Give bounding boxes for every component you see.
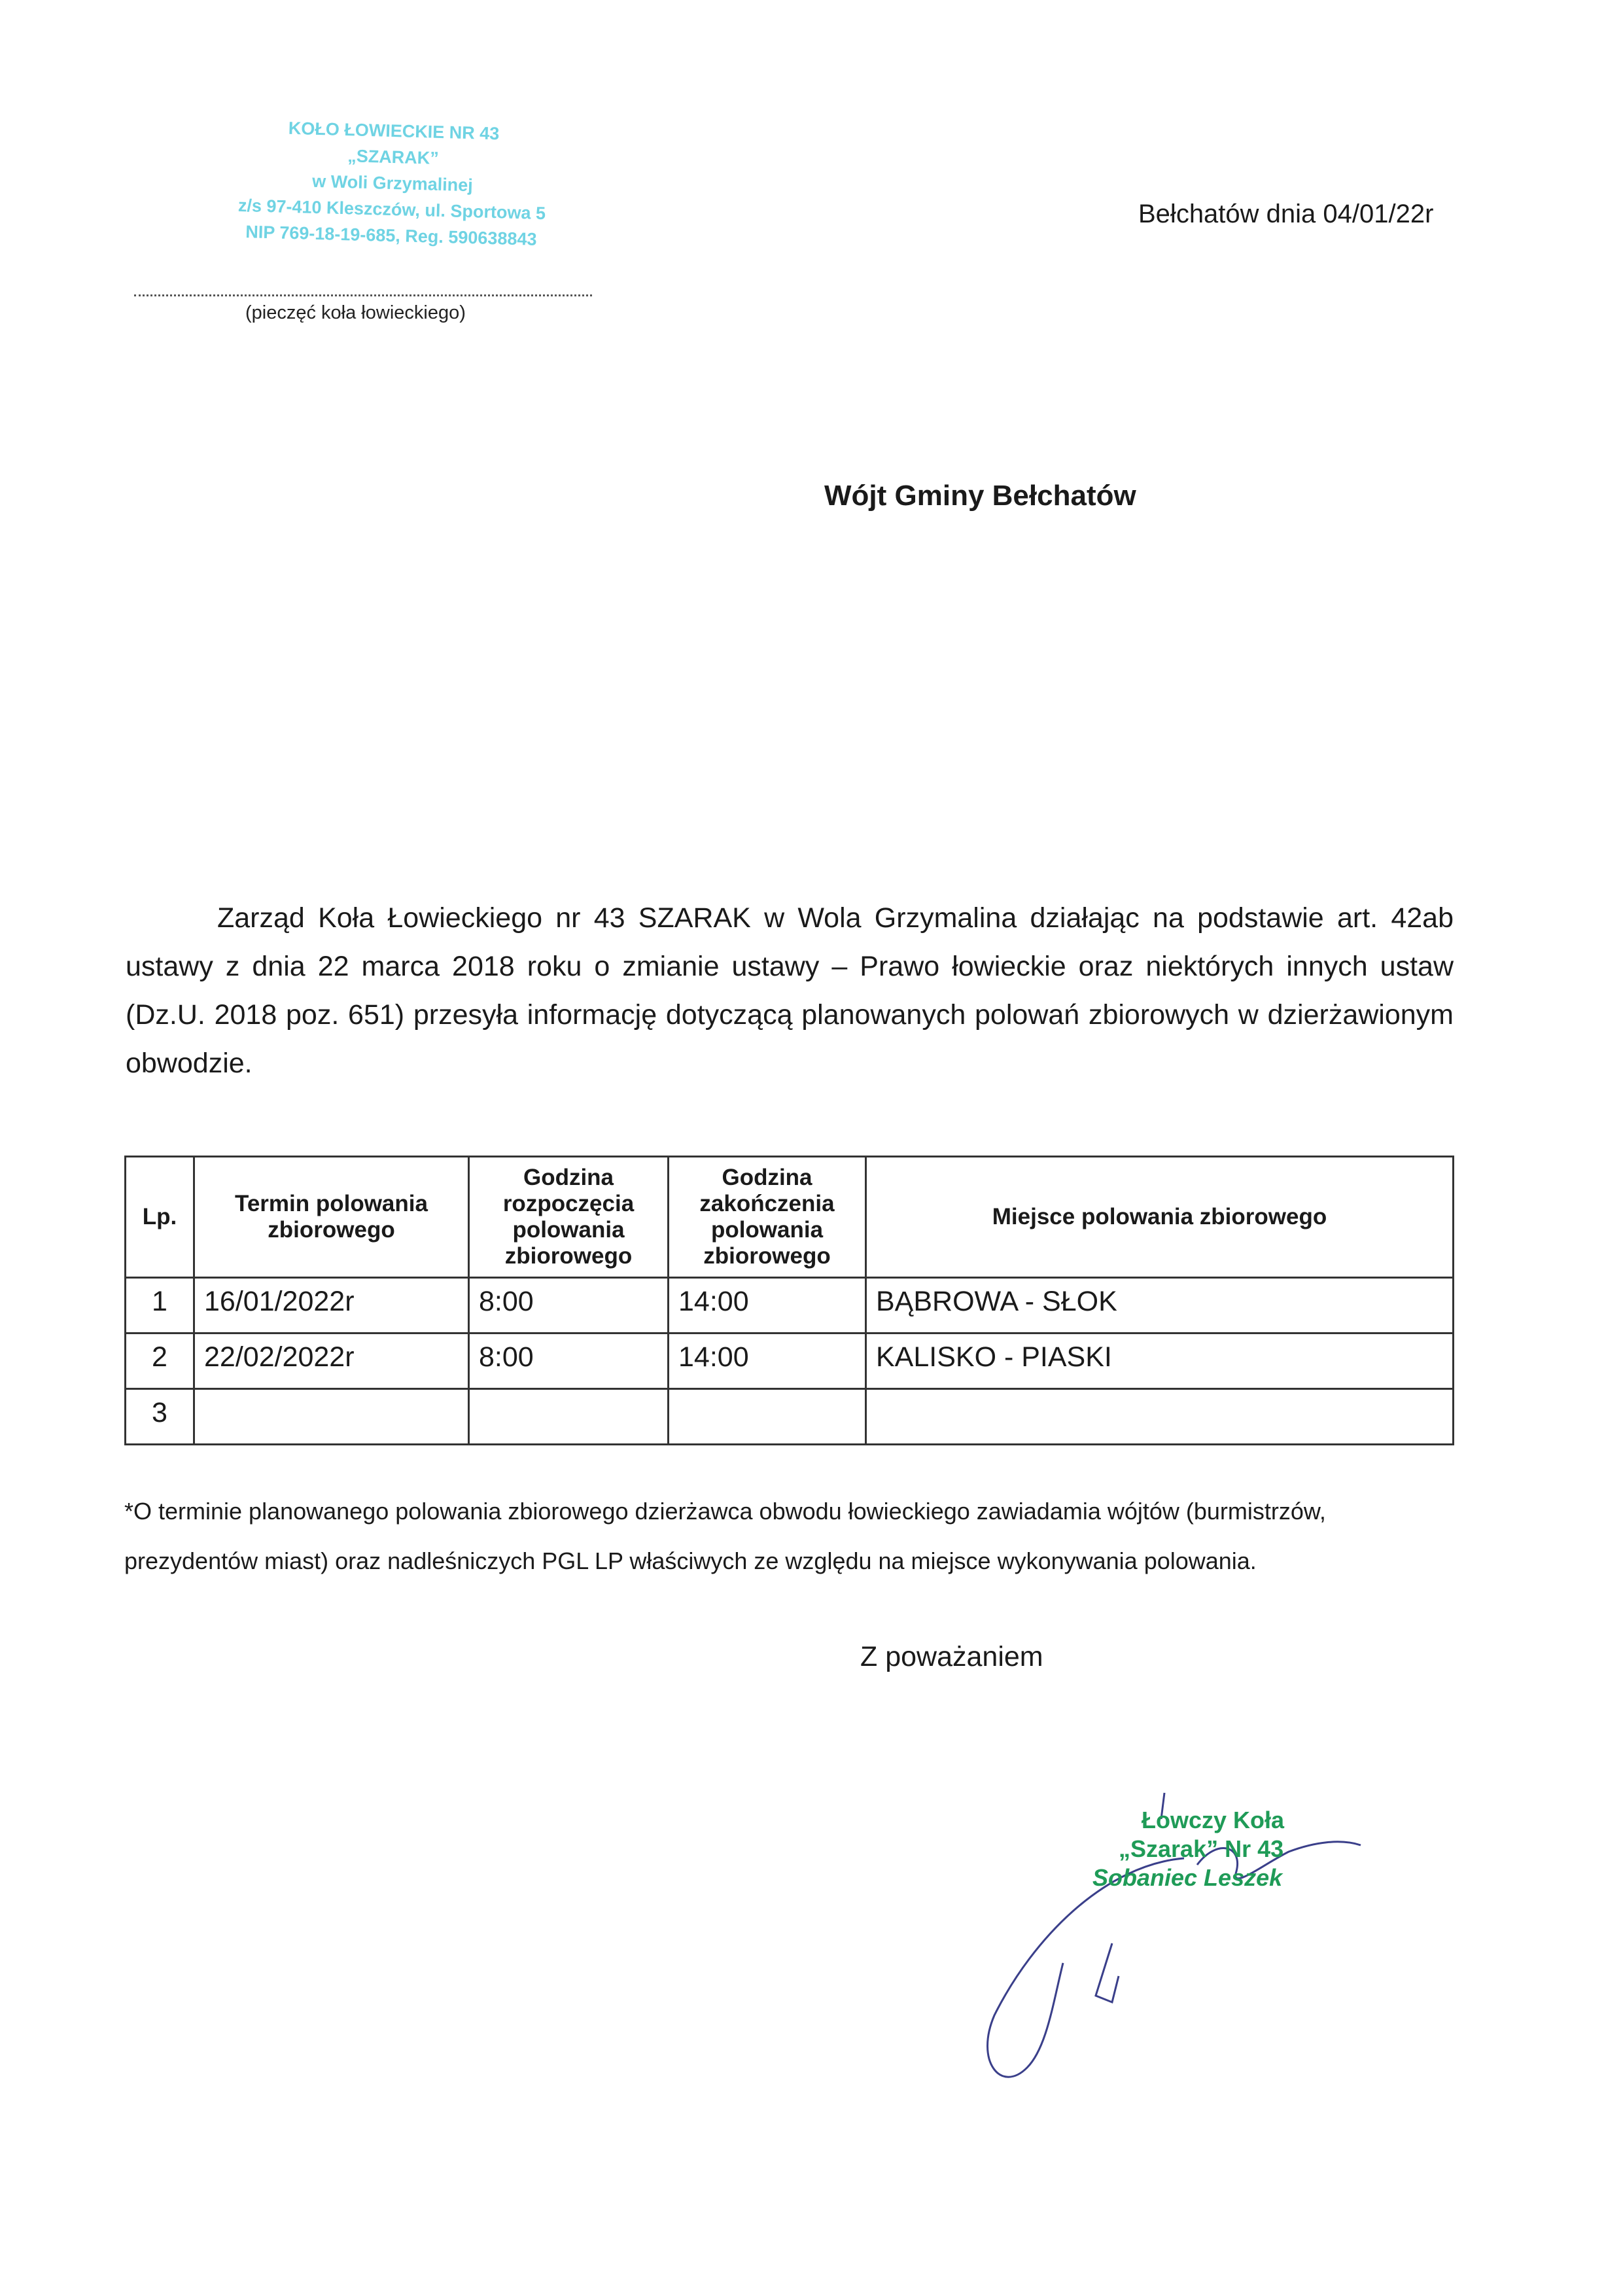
- cell-place: [866, 1389, 1454, 1445]
- table-row: [126, 1333, 1454, 1389]
- date-line: Bełchatów dnia 04/01/22r: [1138, 200, 1434, 228]
- stamp-line: „SZARAK”: [347, 146, 440, 168]
- cell-place: KALISKO - PIASKI: [866, 1333, 1454, 1389]
- cell-end: 14:00: [669, 1333, 866, 1389]
- table-header-row: [126, 1157, 1454, 1278]
- cell-start: 8:00: [469, 1278, 669, 1333]
- sig-stamp-line: Sobaniec Leszek: [1092, 1864, 1283, 1891]
- cell-place: BĄBROWA - SŁOK: [866, 1278, 1454, 1333]
- header-start: Godzina rozpoczęcia polowania zbiorowego: [469, 1157, 669, 1278]
- header-end: Godzina zakończenia polowania zbiorowego: [669, 1157, 866, 1278]
- cell-start: 8:00: [469, 1333, 669, 1389]
- hunts-table: [124, 1156, 1454, 1445]
- header-place: Miejsce polowania zbiorowego: [866, 1157, 1454, 1278]
- stamp-caption: (pieczęć koła łowieckiego): [245, 302, 466, 323]
- table-row: [126, 1389, 1454, 1445]
- cell-start: [469, 1389, 669, 1445]
- cell-lp: 2: [126, 1333, 194, 1389]
- body-paragraph: Zarząd Koła Łowieckiego nr 43 SZARAK w Wola Grzymalina działając na podstawie art. 42ab ustawy z dnia 22 marca 2018 roku o zmianie ustawy – Prawo łowieckie oraz niektórych innych ustaw (Dz.U. 2018 poz. 651) przesyła informację dotyczącą planowanych polowań zbiorowych w dzierżawionym obwodzie.: [126, 902, 1454, 1079]
- sig-stamp-line: Łowczy Koła: [1142, 1807, 1285, 1833]
- letter-body: [126, 894, 1454, 1087]
- cell-date: [194, 1389, 469, 1445]
- cell-end: [669, 1389, 866, 1445]
- recipient: Wójt Gminy Bełchatów: [824, 480, 1136, 512]
- header-lp: Lp.: [126, 1157, 194, 1278]
- stamp-line: KOŁO ŁOWIECKIE NR 43: [288, 118, 500, 144]
- cell-date: 16/01/2022r: [194, 1278, 469, 1333]
- stamp-line: z/s 97-410 Kleszczów, ul. Sportowa 5: [237, 195, 546, 224]
- closing: Z poważaniem: [860, 1641, 1043, 1672]
- sig-stamp-line: „Szarak” Nr 43: [1119, 1835, 1284, 1862]
- cell-end: 14:00: [669, 1278, 866, 1333]
- signature-stamp: [1079, 1806, 1380, 1892]
- cell-lp: 3: [126, 1389, 194, 1445]
- header-date: Termin polowania zbiorowego: [194, 1157, 469, 1278]
- footnote: *O terminie planowanego polowania zbiorowego dzierżawca obwodu łowieckiego zawiadamia wójtów (burmistrzów, prezydentów miast) oraz nadleśniczych PGL LP właściwych ze względu na miejsce wykonywania polowania.: [124, 1498, 1326, 1574]
- table-row: [126, 1278, 1454, 1333]
- club-stamp: [194, 113, 590, 254]
- stamp-dotted-line: [134, 294, 592, 296]
- stamp-line: NIP 769-18-19-685, Reg. 590638843: [245, 222, 537, 249]
- cell-date: 22/02/2022r: [194, 1333, 469, 1389]
- cell-lp: 1: [126, 1278, 194, 1333]
- stamp-line: w Woli Grzymalinej: [311, 171, 474, 196]
